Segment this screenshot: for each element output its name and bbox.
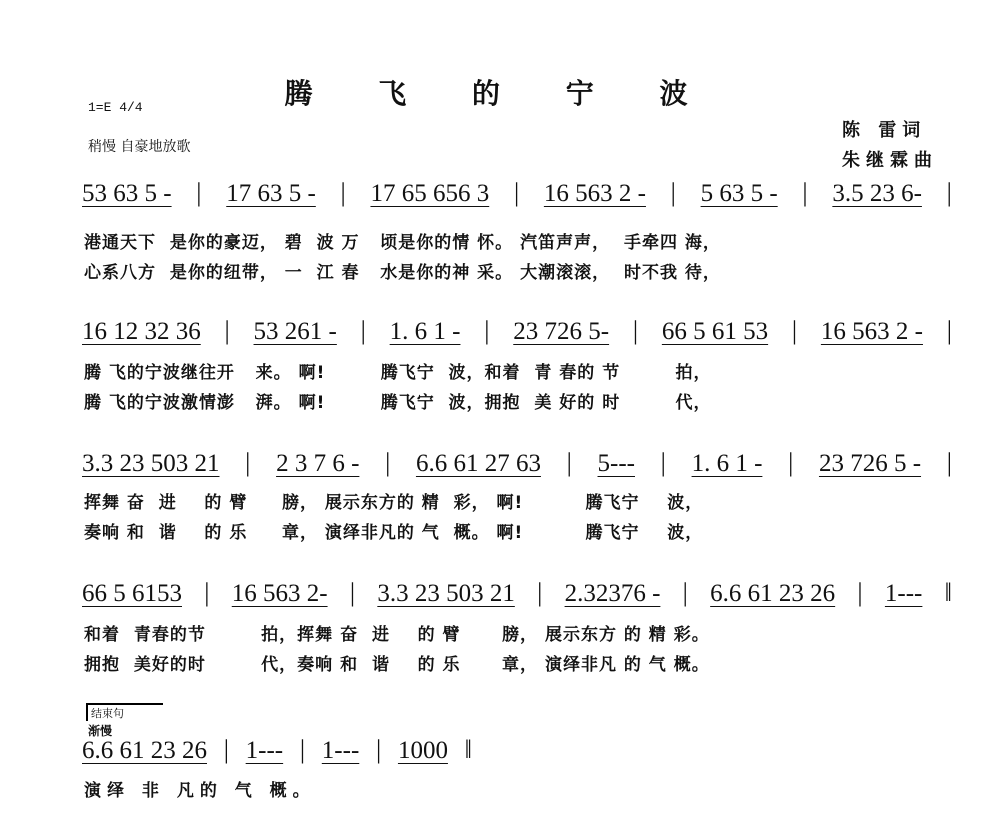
barline: ‖ <box>464 735 472 764</box>
measure: 6.6 61 23 26 <box>82 737 207 764</box>
measure: 66 5 6153 <box>82 580 182 607</box>
measure: 5 63 5 - <box>700 180 778 207</box>
barline: | <box>340 178 346 207</box>
measure: 1--- <box>321 737 360 764</box>
song-title: 腾 飞 的 宁 波 <box>284 77 716 110</box>
lyric-line: 和着 青春的节 拍，挥舞 奋 进 的 臂 膀， 展示东方 的 精 彩。 <box>84 625 710 645</box>
barline: | <box>376 735 382 764</box>
measure: 23 726 5- <box>513 318 610 345</box>
measure: 3.3 23 503 21 <box>82 450 220 477</box>
measure: 53 63 5 - <box>82 180 172 207</box>
barline: | <box>632 316 639 345</box>
ending-lyrics: 演绎 非 凡的 气 概。 <box>84 781 316 801</box>
barline: | <box>660 448 666 477</box>
measure: 17 63 5 - <box>226 180 316 207</box>
measure: 16 12 32 36 <box>82 318 201 345</box>
measure: 5--- <box>597 450 635 477</box>
measure: 1. 6 1 - <box>389 318 461 345</box>
barline: | <box>682 578 688 607</box>
lyric-line: 腾 飞的宁波激情澎 湃。 啊! 腾飞宁 波，拥抱 美 好的 时 代， <box>84 393 712 413</box>
measure: 53 261 - <box>253 318 337 345</box>
lyricist: 陈 雷词 <box>842 120 927 141</box>
barline: | <box>946 316 952 345</box>
barline: | <box>566 448 572 477</box>
barline: | <box>484 316 490 345</box>
ending-tempo: 渐慢 <box>88 724 113 738</box>
barline: | <box>349 578 356 607</box>
measure: 1--- <box>245 737 284 764</box>
barline: | <box>788 448 794 477</box>
measure: 3.3 23 503 21 <box>377 580 515 607</box>
barline: | <box>360 316 366 345</box>
lyric-line: 挥舞 奋 进 的 臂 膀， 展示东方的 精 彩， 啊! 腾飞宁 波， <box>84 493 704 513</box>
lyric-line: 奏响 和 谐 的 乐 章， 演绎非凡的 气 概。 啊! 腾飞宁 波， <box>84 523 704 543</box>
measure: 3.5 23 6- <box>832 180 922 207</box>
lyric-line: 拥抱 美好的时 代，奏响 和 谐 的 乐 章， 演绎非凡 的 气 概。 <box>84 655 710 675</box>
notation-line <box>82 448 952 478</box>
measure: 1--- <box>884 580 923 607</box>
barline: | <box>204 578 210 607</box>
ending-label: 结束句 <box>86 703 163 721</box>
barline: | <box>791 316 798 345</box>
barline: | <box>802 178 808 207</box>
lyric-line: 港通天下 是你的豪迈， 碧 波 万 顷是你的情 怀。 汽笛声声， 手牵四 海， <box>84 233 721 253</box>
lyric-line: 心系八方 是你的纽带， 一 江 春 水是你的神 采。 大潮滚滚， 时不我 待， <box>84 263 721 283</box>
barline: | <box>299 735 306 764</box>
composer: 朱继霖曲 <box>842 150 938 171</box>
measure: 16 563 2- <box>231 580 328 607</box>
ending-notation <box>82 735 472 765</box>
measure: 66 5 61 53 <box>661 318 769 345</box>
barline: | <box>946 448 952 477</box>
barline: | <box>224 316 230 345</box>
measure: 23 726 5 - <box>818 450 922 477</box>
lyric-line: 腾 飞的宁波继往开 来。 啊! 腾飞宁 波，和着 青 春的 节 拍， <box>84 363 712 383</box>
notation-line <box>82 578 952 608</box>
barline: | <box>223 735 229 764</box>
barline: | <box>385 448 391 477</box>
barline: | <box>513 178 520 207</box>
measure: 6.6 61 23 26 <box>710 580 836 607</box>
key-signature: 1=E 4/4 <box>88 100 143 115</box>
barline: | <box>537 578 543 607</box>
measure: 16 563 2 - <box>820 318 923 345</box>
notation-line <box>82 316 952 346</box>
measure: 17 65 656 3 <box>370 180 490 207</box>
notation-line <box>82 178 952 208</box>
tempo-marking: 稍慢 自豪地放歌 <box>88 139 191 155</box>
measure: 2.32376 - <box>564 580 661 607</box>
measure: 1. 6 1 - <box>691 450 763 477</box>
barline: | <box>245 448 251 477</box>
measure: 2 3 7 6 - <box>276 450 360 477</box>
barline: | <box>670 178 676 207</box>
barline: | <box>857 578 863 607</box>
barline: | <box>946 178 952 207</box>
measure: 6.6 61 27 63 <box>415 450 541 477</box>
barline: | <box>196 178 202 207</box>
measure: 16 563 2 - <box>543 180 646 207</box>
measure: 1000 <box>397 737 448 764</box>
barline: ‖ <box>944 578 952 607</box>
